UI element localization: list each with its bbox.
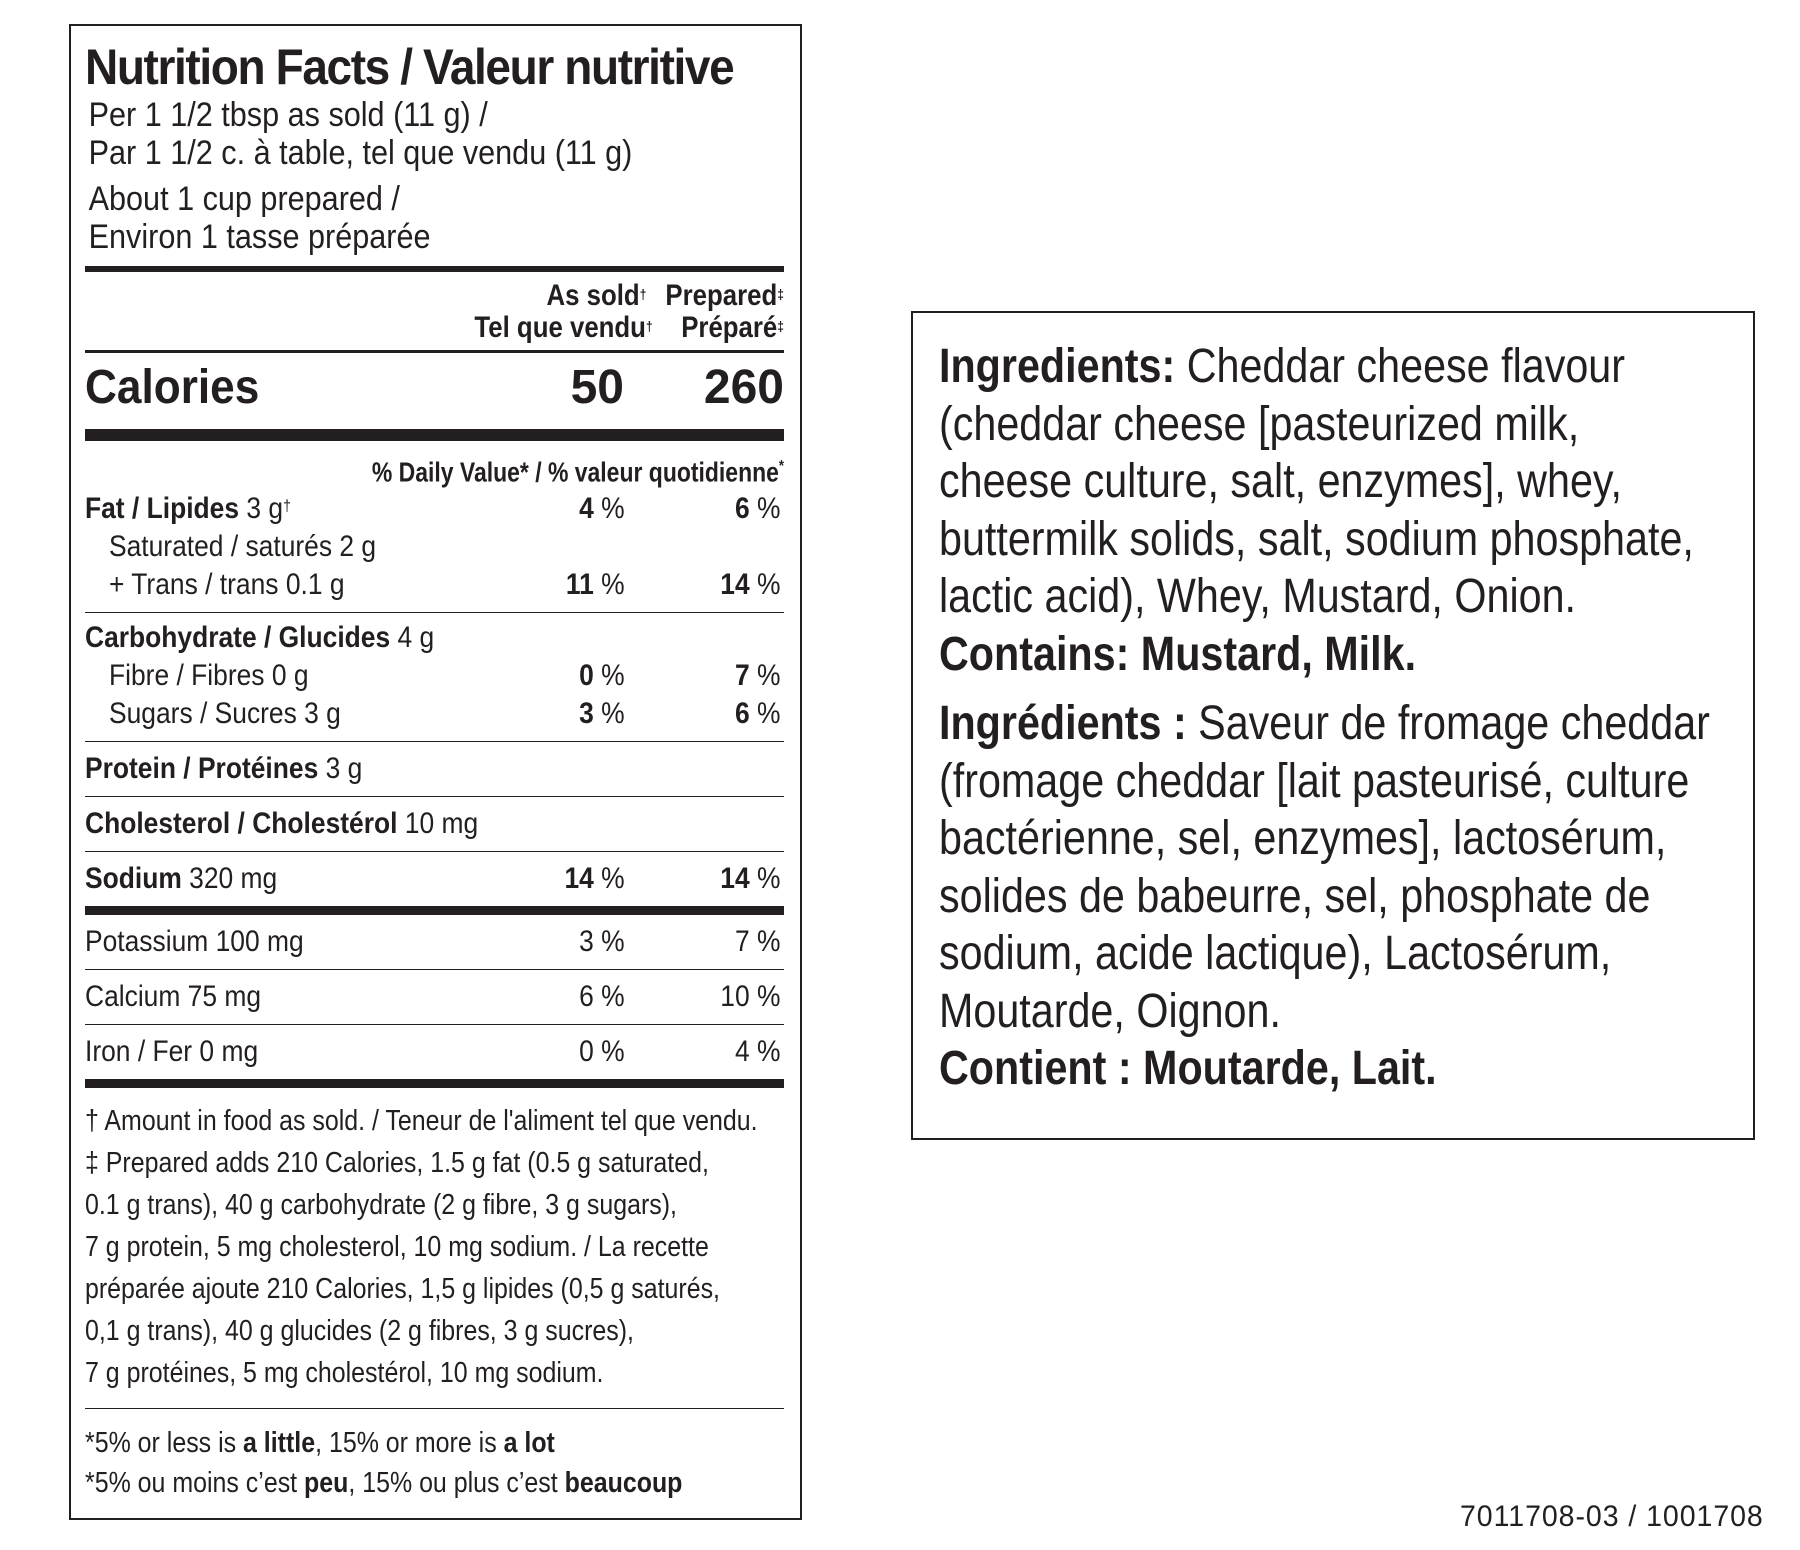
ingredients-fr-line: bactérienne, sel, enzymes], lactosérum, xyxy=(939,812,1667,865)
footnote-line: 0,1 g trans), 40 g glucides (2 g fibres, 3 g sucres), xyxy=(85,1315,634,1348)
serving-line: Environ 1 tasse préparée xyxy=(88,218,431,256)
serving-line: Par 1 1/2 c. à table, tel que vendu (11 g) xyxy=(88,134,633,172)
fat-row: Fat / Lipides 3 g† 4 % 6 % xyxy=(85,492,781,526)
ingredients-en-label: Ingredients: xyxy=(939,340,1176,393)
sodium-row: Sodium 320 mg 14 % 14 % xyxy=(85,862,781,896)
ingredients-fr-label: Ingrédients : xyxy=(939,697,1187,750)
sugars-row: Sugars / Sucres 3 g 3 % 6 % xyxy=(109,697,781,731)
serving-line: Per 1 1/2 tbsp as sold (11 g) / xyxy=(88,96,488,134)
footnote-line: préparée ajoute 210 Calories, 1,5 g lipides (0,5 g saturés, xyxy=(85,1273,720,1306)
ingredients-en-line: cheese culture, salt, enzymes], whey, xyxy=(939,455,1622,508)
fat-group xyxy=(85,490,784,612)
col-prepared-fr: Préparé xyxy=(681,311,778,344)
ingredients-en-line: (cheddar cheese [pasteurized milk, xyxy=(939,397,1580,451)
carbohydrate-group xyxy=(85,613,784,741)
contains-fr: Contient : Moutarde, Lait. xyxy=(939,1042,1437,1095)
column-headers: As sold† Tel que vendu† Prepared‡ Préparé‡ xyxy=(474,279,784,344)
calories-row xyxy=(85,353,784,419)
product-code: 7011708-03 / 1001708 xyxy=(1460,1500,1764,1533)
daily-value-note xyxy=(85,1409,686,1503)
ingredients-en-line: lactic acid), Whey, Mustard, Onion. xyxy=(939,570,1577,623)
ingredients-fr-line: Moutarde, Oignon. xyxy=(939,984,1281,1038)
contains-en: Contains: Mustard, Milk. xyxy=(939,627,1417,681)
serving-line: About 1 cup prepared / xyxy=(88,180,400,218)
ingredients-en-line: buttermilk solids, salt, sodium phosphate, xyxy=(939,512,1694,566)
footnote-line: 7 g protein, 5 mg cholesterol, 10 mg sodium. / La recette xyxy=(85,1231,709,1264)
col-as-sold-fr: Tel que vendu xyxy=(474,311,646,344)
cholesterol-row: Cholesterol / Cholestérol 10 mg xyxy=(85,807,479,841)
ingredients-fr-line: solides de babeurre, sel, phosphate de xyxy=(939,869,1651,923)
ingredients-fr-line: (fromage cheddar [lait pasteurisé, culture xyxy=(939,754,1690,808)
nutrition-title: Nutrition Facts / Valeur nutritive xyxy=(85,39,734,95)
calories-label: Calories xyxy=(85,361,260,414)
ingredients-en-line: Ingredients: Cheddar cheese flavour xyxy=(939,340,1625,393)
footnote-line: 7 g protéines, 5 mg cholestérol, 10 mg sodium. xyxy=(85,1357,604,1390)
iron-row: Iron / Fer 0 mg 0 % 4 % xyxy=(85,1035,781,1069)
trans-row: + Trans / trans 0.1 g 11 % 14 % xyxy=(109,568,781,602)
dv-note-fr: *5% ou moins c’est peu, 15% ou plus c’est beaucoup xyxy=(85,1467,683,1500)
nutrition-facts-table xyxy=(69,24,802,1520)
col-as-sold: As sold xyxy=(546,279,640,312)
calcium-row: Calcium 75 mg 6 % 10 % xyxy=(85,980,781,1014)
saturated-row: Saturated / saturés 2 g xyxy=(109,530,377,564)
protein-row: Protein / Protéines 3 g xyxy=(85,752,363,786)
calories-as-sold: 50 xyxy=(570,361,624,414)
ingredients-fr-line: sodium, acide lactique), Lactosérum, xyxy=(939,927,1612,980)
potassium-row: Potassium 100 mg 3 % 7 % xyxy=(85,925,781,959)
dv-note-en: *5% or less is a little, 15% or more is a lot xyxy=(85,1427,555,1460)
fibre-row: Fibre / Fibres 0 g 0 % 7 % xyxy=(109,659,781,693)
ingredients-fr-line: Ingrédients : Saveur de fromage cheddar xyxy=(939,697,1710,750)
daily-value-header: % Daily Value* / % valeur quotidienne* xyxy=(371,456,784,488)
calories-prepared: 260 xyxy=(703,361,784,414)
footnote-line: † Amount in food as sold. / Teneur de l'aliment tel que vendu. xyxy=(85,1105,758,1138)
footnote-line: ‡ Prepared adds 210 Calories, 1.5 g fat (0.5 g saturated, xyxy=(85,1147,709,1180)
divider xyxy=(85,906,784,915)
footnote-line: 0.1 g trans), 40 g carbohydrate (2 g fibre, 3 g sugars), xyxy=(85,1189,677,1222)
carbohydrate-row: Carbohydrate / Glucides 4 g xyxy=(85,621,435,655)
divider xyxy=(85,429,784,441)
divider xyxy=(85,1079,784,1088)
serving-size xyxy=(85,96,714,256)
col-prepared: Prepared xyxy=(665,279,778,312)
footnotes xyxy=(85,1088,758,1394)
ingredients-box xyxy=(911,311,1755,1140)
